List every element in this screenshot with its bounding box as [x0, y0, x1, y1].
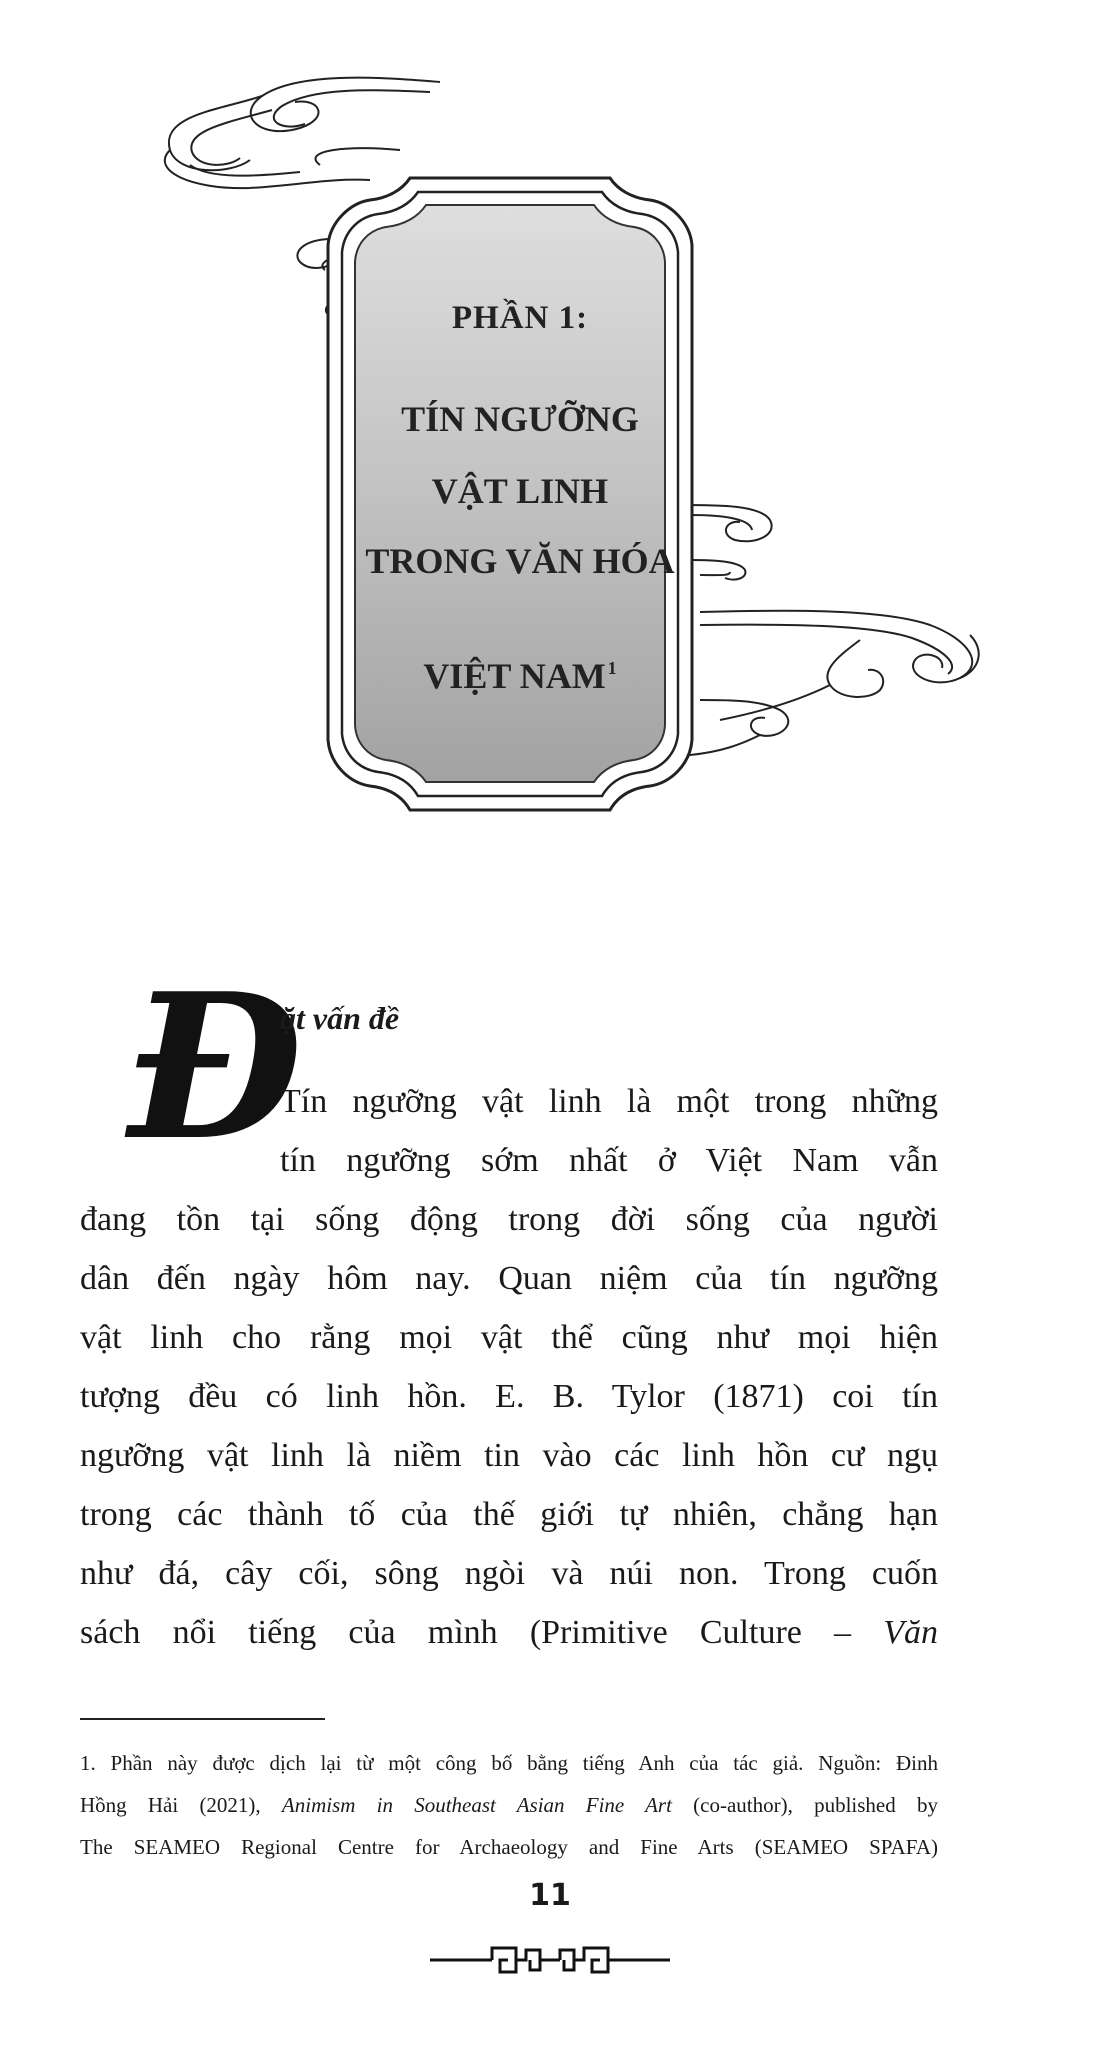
chapter-title-line [330, 655, 710, 697]
page-number: 11 [529, 1878, 571, 1913]
part-label: PHẦN 1: [451, 300, 589, 336]
body-text-line: đang tồn tại sống động trong đời sống của người [80, 1201, 938, 1238]
body-text-line: Tín ngưỡng vật linh là một trong những [280, 1083, 938, 1120]
section-heading: ặt vấn đề [280, 1000, 400, 1036]
drop-cap-letter: Đ [128, 950, 303, 1185]
body-text-line: vật linh cho rằng mọi vật thể cũng như mọi hiện [80, 1319, 938, 1356]
footnote-reference-mark: 1 [607, 658, 617, 678]
body-text-line: ngưỡng vật linh là niềm tin vào các linh hồn cư ngụ [80, 1437, 938, 1474]
footnote-line [80, 1792, 938, 1818]
footnote-divider [80, 1718, 325, 1720]
body-text-line: tượng đều có linh hồn. E. B. Tylor (1871) coi tín [80, 1378, 938, 1415]
chapter-title-line: TRONG VĂN HÓA [365, 541, 675, 581]
chapter-title-text: VIỆT NAM [423, 656, 606, 696]
body-text-line: dân đến ngày hôm nay. Quan niệm của tín ngưỡng [80, 1260, 938, 1297]
footnote-segment: (co-author), published by [671, 1793, 938, 1817]
body-text-segment: sách nổi tiếng của mình (Primitive Culture – [80, 1614, 884, 1651]
chapter-title-line: TÍN NGƯỠNG [401, 399, 639, 439]
body-text-line: như đá, cây cối, sông ngòi và núi non. Trong cuốn [80, 1555, 938, 1592]
body-text-line: trong các thành tố của thế giới tự nhiên, chẳng hạn [80, 1496, 938, 1533]
meander-ornament-icon [430, 1940, 670, 1980]
footnote-line: 1. Phần này được dịch lại từ một công bố bằng tiếng Anh của tác giả. Nguồn: Đinh [80, 1751, 938, 1775]
footnote-segment: Hồng Hải (2021), [80, 1793, 282, 1817]
footnote-line: The SEAMEO Regional Centre for Archaeology and Fine Arts (SEAMEO SPAFA) [80, 1835, 938, 1859]
body-text-italic: Văn [883, 1614, 938, 1651]
body-text-line [80, 1613, 938, 1653]
chapter-decoration [0, 0, 1100, 900]
footnote-italic-title: Animism in Southeast Asian Fine Art [281, 1793, 672, 1817]
chapter-title-line: VẬT LINH [431, 471, 609, 511]
body-text-line: tín ngưỡng sớm nhất ở Việt Nam vẫn [280, 1142, 938, 1179]
